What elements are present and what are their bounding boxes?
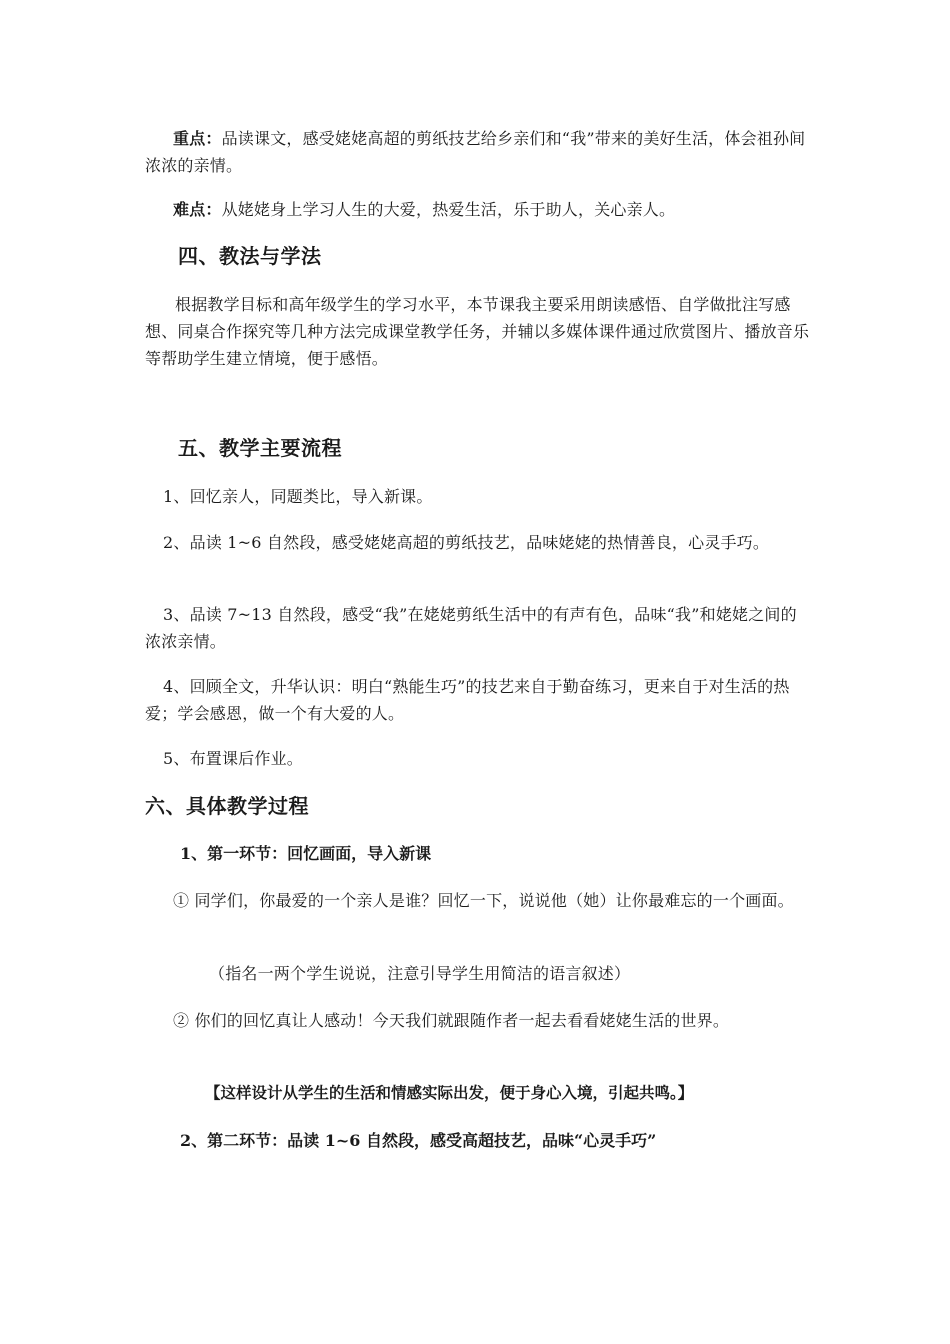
question-1: ① 同学们，你最爱的一个亲人是谁？回忆一下，说说他（她）让你最难忘的一个画面。: [173, 891, 794, 910]
focus-paragraph: [145, 125, 810, 179]
difficulty-label: 难点：: [173, 200, 222, 219]
flow-step-3: 3、品读 7~13 自然段，感受“我”在姥姥剪纸生活中的有声有色，品味“我”和姥姥之间的浓浓亲情。: [145, 605, 797, 651]
part2-heading: 2、第二环节：品读 1~6 自然段，感受高超技艺，品味“心灵手巧”: [180, 1131, 657, 1150]
teacher-note: （指名一两个学生说说，注意引导学生用简洁的语言叙述）: [209, 964, 631, 983]
difficulty-text: 从姥姥身上学习人生的大爱，热爱生活，乐于助人，关心亲人。: [221, 200, 676, 219]
section4-heading: 四、教法与学法: [178, 244, 322, 268]
focus-label: 重点：: [173, 129, 222, 148]
flow-step-4: 4、回顾全文，升华认识：明白“熟能生巧”的技艺来自于勤奋练习，更来自于对生活的热爱；学会感恩，做一个有大爱的人。: [145, 677, 790, 723]
difficulty-paragraph: [145, 196, 810, 223]
flow-step-5: 5、布置课后作业。: [163, 749, 303, 768]
question-2: ② 你们的回忆真让人感动！今天我们就跟随作者一起去看看姥姥生活的世界。: [173, 1011, 730, 1030]
section4-body: 根据教学目标和高年级学生的学习水平，本节课我主要采用朗读感悟、自学做批注写感想、同桌合作探究等几种方法完成课堂教学任务，并辅以多媒体课件通过欣赏图片、播放音乐等帮助学生建立情境，便于感悟。: [145, 295, 810, 368]
flow-step-2: 2、品读 1~6 自然段，感受姥姥高超的剪纸技艺，品味姥姥的热情善良，心灵手巧。: [163, 533, 770, 552]
part1-heading: 1、第一环节：回忆画面，导入新课: [180, 844, 432, 863]
section5-heading: 五、教学主要流程: [178, 436, 342, 460]
section6-heading: 六、具体教学过程: [145, 794, 309, 818]
focus-text: 品读课文，感受姥姥高超的剪纸技艺给乡亲们和“我”带来的美好生活，体会祖孙间浓浓的亲情。: [145, 129, 806, 175]
design-note: 【这样设计从学生的生活和情感实际出发，便于身心入境，引起共鸣。】: [205, 1083, 694, 1102]
flow-step-1: 1、回忆亲人，同题类比，导入新课。: [163, 487, 433, 506]
